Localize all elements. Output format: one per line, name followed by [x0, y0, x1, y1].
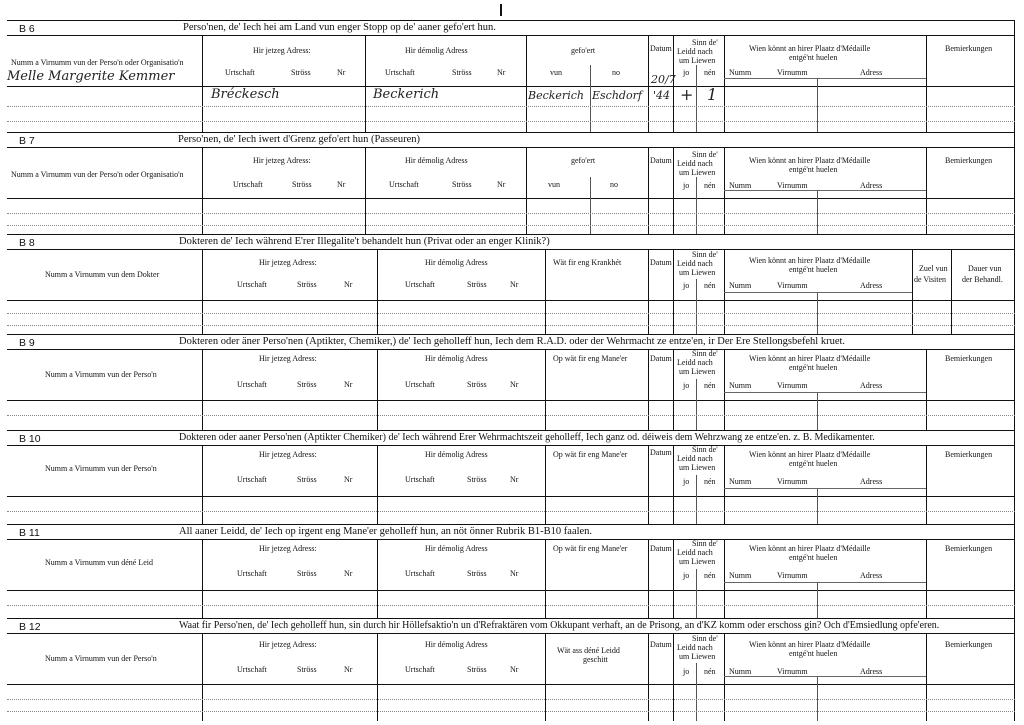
section-b6 — [7, 20, 1015, 133]
section-label: B 11 — [19, 527, 40, 539]
col-demolig-header: Hir démolig Adress — [425, 450, 488, 459]
col-opwat-header: Op wät fir eng Mane'er — [553, 354, 628, 363]
sub-stross: Ströss — [297, 280, 317, 289]
col-jetzeg-header: Hir jetzeg Adress: — [259, 354, 317, 363]
section-title: Waat fir Perso'nen, de' Iech geholleff hun, sin durch hir Höllefsaktio'n un d'Refraktären vom Okkupant verhaft, an de Prisong, an d'KZ komm oder erschoss gin? Och d'Emsiedlung opfe'eren. — [179, 620, 940, 631]
sub-urtschaft: Urtschaft — [237, 569, 267, 578]
col-bemierkungen-header: Bemierkungen — [945, 354, 993, 363]
sub-jo: jo — [683, 68, 690, 77]
handwritten-demolig-ort: Beckerich — [373, 87, 440, 102]
sub-stross: Ströss — [467, 475, 487, 484]
handwritten-name: Melle Margerite Kemmer — [7, 69, 175, 84]
col-jetzeg-header: Hir jetzeg Adress: — [253, 156, 311, 165]
sub-nr: Nr — [344, 475, 353, 484]
sub-virnumm: Virnumm — [777, 68, 808, 77]
sub-urtschaft: Urtschaft — [385, 68, 415, 77]
sub-nen: nén — [704, 571, 716, 580]
col-datum-header: Datum — [650, 156, 672, 165]
col-opwat-header: Op wät fir eng Mane'er — [553, 450, 628, 459]
sub-nr: Nr — [510, 569, 519, 578]
sub-nen: nén — [704, 281, 716, 290]
sub-nr: Nr — [510, 280, 519, 289]
col-visiten-header: de Visiten — [914, 275, 947, 284]
sub-urtschaft: Urtschaft — [237, 280, 267, 289]
sub-adress: Adress — [860, 281, 883, 290]
sub-stross: Ströss — [297, 380, 317, 389]
col-wien-header-2: entgé'nt huelen — [789, 459, 838, 468]
sub-jo: jo — [683, 281, 690, 290]
sub-nen: nén — [704, 477, 716, 486]
col-name-header: Numm a Virnumm vun dem Dokter — [45, 270, 160, 279]
col-umliewen-header: um Liewen — [679, 652, 716, 661]
sub-urtschaft: Urtschaft — [237, 380, 267, 389]
sub-vun: vun — [548, 180, 560, 189]
sub-urtschaft: Urtschaft — [405, 665, 435, 674]
col-name-header: Numm a Virnumm vun der Perso'n oder Organisatio'n — [11, 170, 184, 179]
sub-urtschaft: Urtschaft — [237, 475, 267, 484]
section-label: B 7 — [19, 135, 35, 147]
col-datum-header: Datum — [650, 544, 672, 553]
col-jetzeg-header: Hir jetzeg Adress: — [253, 46, 311, 55]
sub-virnumm: Virnumm — [777, 381, 808, 390]
sub-nr: Nr — [510, 380, 519, 389]
sub-virnumm: Virnumm — [777, 477, 808, 486]
sub-nen: nén — [704, 181, 716, 190]
col-umliewen-header: um Liewen — [679, 367, 716, 376]
col-gefoert-header: gefo'ert — [571, 156, 596, 165]
section-title: All aaner Leidd, de' Iech op irgent eng Mane'er geholleff hun, an nöt önner Rubrik B1-B10 faalen. — [179, 526, 593, 537]
sub-jo: jo — [683, 381, 690, 390]
sub-adress: Adress — [860, 571, 883, 580]
sub-no: no — [610, 180, 618, 189]
col-leidd-header: Leidd nach — [677, 643, 713, 652]
col-wien-header-2: entgé'nt huelen — [789, 649, 838, 658]
col-opwat-header: Op wät fir eng Mane'er — [553, 544, 628, 553]
section-title: Dokteren oder aaner Perso'nen (Aptikter Chemiker) de' Iech während Erer Wehrmachtszeit geholleff, Iech ganz od. déiweis dem Wehrzwang ze entze'en. z. B. Medikamenter. — [179, 432, 875, 443]
sub-urtschaft: Urtschaft — [225, 68, 255, 77]
section-label: B 6 — [19, 23, 35, 35]
section-b12 — [7, 618, 1015, 721]
col-leidd-header: Leidd nach — [677, 259, 713, 268]
col-name-header: Numm a Virnumm vun der Perso'n — [45, 464, 157, 473]
section-title: Dokteren de' Iech während E'rer Illegalite't behandelt hun (Privat oder an enger Klinik?) — [179, 236, 550, 247]
sub-virnumm: Virnumm — [777, 571, 808, 580]
col-umliewen-header: um Liewen — [679, 168, 716, 177]
sub-nr: Nr — [497, 180, 506, 189]
section-title: Perso'nen, de' Iech iwert d'Grenz gefo'ert hun (Passeuren) — [178, 134, 420, 145]
col-datum-header: Datum — [650, 640, 672, 649]
sub-nr: Nr — [337, 180, 346, 189]
section-b7 — [7, 132, 1015, 235]
col-demolig-header: Hir démolig Adress — [425, 354, 488, 363]
col-umliewen-header: um Liewen — [679, 463, 716, 472]
sub-stross: Ströss — [452, 180, 472, 189]
sub-numm: Numm — [729, 667, 752, 676]
col-bemierkungen-header: Bemierkungen — [945, 640, 993, 649]
col-leidd-header: Leidd nach — [677, 548, 713, 557]
sub-numm: Numm — [729, 571, 752, 580]
col-datum-header: Datum — [650, 44, 672, 53]
col-sinn-header: Sinn de' — [692, 349, 718, 358]
col-name-header: Numm a Virnumm vun déné Leid — [45, 558, 154, 567]
section-label: B 8 — [19, 237, 35, 249]
col-wien-header: Wien könnt an hirer Plaatz d'Médaille — [749, 354, 871, 363]
col-demolig-header: Hir démolig Adress — [425, 544, 488, 553]
col-sinn-header: Sinn de' — [692, 445, 718, 454]
sub-urtschaft: Urtschaft — [389, 180, 419, 189]
handwritten-nen-mark: 1 — [707, 85, 718, 104]
handwritten-vun: Beckerich — [528, 89, 584, 102]
col-sinn-header: Sinn de' — [692, 150, 718, 159]
col-jetzeg-header: Hir jetzeg Adress: — [259, 544, 317, 553]
sub-nr: Nr — [337, 68, 346, 77]
section-b9 — [7, 334, 1015, 431]
col-datum-header: Datum — [650, 258, 672, 267]
col-bemierkungen-header: Bemierkungen — [945, 544, 993, 553]
section-label: B 12 — [19, 621, 41, 633]
col-watass-header: Wät ass déné Leidd — [557, 646, 620, 655]
col-geschitt-header: geschitt — [583, 655, 608, 664]
sub-urtschaft: Urtschaft — [405, 380, 435, 389]
col-behandl-header: der Behandl. — [962, 275, 1003, 284]
col-bemierkungen-header: Bemierkungen — [945, 450, 993, 459]
sub-jo: jo — [683, 667, 690, 676]
col-sinn-header: Sinn de' — [692, 38, 718, 47]
col-bemierkungen-header: Bemierkungen — [945, 156, 993, 165]
handwritten-datum-bottom: '44 — [653, 89, 671, 102]
col-sinn-header: Sinn de' — [692, 634, 718, 643]
sub-numm: Numm — [729, 68, 752, 77]
top-tick-mark — [500, 4, 502, 16]
col-demolig-header: Hir démolig Adress — [425, 258, 488, 267]
col-name-header: Numm a Virnumm vun der Perso'n oder Organisatio'n — [11, 58, 184, 67]
col-umliewen-header: um Liewen — [679, 56, 716, 65]
sub-stross: Ströss — [297, 569, 317, 578]
sub-virnumm: Virnumm — [777, 281, 808, 290]
col-jetzeg-header: Hir jetzeg Adress: — [259, 450, 317, 459]
section-title: Dokteren oder äner Perso'nen (Aptikter, Chemiker,) de' Iech geholleff hun, Iech dem R.A.D. oder der Wehrmacht ze entze'en, ir Der Ere Stellongsbefehl kruet. — [179, 336, 846, 347]
col-leidd-header: Leidd nach — [677, 358, 713, 367]
sub-adress: Adress — [860, 667, 883, 676]
col-jetzeg-header: Hir jetzeg Adress: — [259, 640, 317, 649]
col-dauer-header: Dauer vun — [968, 264, 1002, 273]
section-label: B 9 — [19, 337, 35, 349]
col-bemierkungen-header: Bemierkungen — [945, 44, 993, 53]
sub-urtschaft: Urtschaft — [405, 475, 435, 484]
sub-stross: Ströss — [467, 569, 487, 578]
sub-urtschaft: Urtschaft — [237, 665, 267, 674]
col-wien-header: Wien könnt an hirer Plaatz d'Médaille — [749, 450, 871, 459]
handwritten-jetzeg-ort: Bréckesch — [211, 87, 280, 102]
section-b11 — [7, 524, 1015, 619]
sub-nen: nén — [704, 381, 716, 390]
col-sinn-header: Sinn de' — [692, 250, 718, 259]
section-label: B 10 — [19, 433, 41, 445]
col-demolig-header: Hir démolig Adress — [425, 640, 488, 649]
sub-numm: Numm — [729, 281, 752, 290]
col-demolig-header: Hir démolig Adress — [405, 156, 468, 165]
sub-stross: Ströss — [297, 665, 317, 674]
handwritten-no: Eschdorf — [592, 89, 642, 102]
sub-jo: jo — [683, 181, 690, 190]
sub-stross: Ströss — [467, 665, 487, 674]
sub-nen: nén — [704, 68, 716, 77]
col-wien-header-2: entgé'nt huelen — [789, 553, 838, 562]
sub-urtschaft: Urtschaft — [233, 180, 263, 189]
sub-adress: Adress — [860, 381, 883, 390]
sub-stross: Ströss — [467, 280, 487, 289]
col-wien-header: Wien könnt an hirer Plaatz d'Médaille — [749, 544, 871, 553]
sub-adress: Adress — [860, 477, 883, 486]
sub-stross: Ströss — [467, 380, 487, 389]
col-wien-header-2: entgé'nt huelen — [789, 53, 838, 62]
sub-stross: Ströss — [452, 68, 472, 77]
col-wien-header: Wien könnt an hirer Plaatz d'Médaille — [749, 640, 871, 649]
sub-stross: Ströss — [297, 475, 317, 484]
sub-no: no — [612, 68, 620, 77]
sub-numm: Numm — [729, 381, 752, 390]
col-zuel-header: Zuel vun — [919, 264, 948, 273]
sub-adress: Adress — [860, 181, 883, 190]
sub-nr: Nr — [510, 475, 519, 484]
col-gefoert-header: gefo'ert — [571, 46, 596, 55]
handwritten-jo-mark: + — [680, 85, 694, 104]
col-wien-header: Wien könnt an hirer Plaatz d'Médaille — [749, 44, 871, 53]
sub-nr: Nr — [510, 665, 519, 674]
sub-nr: Nr — [344, 569, 353, 578]
sub-nr: Nr — [344, 665, 353, 674]
section-b10 — [7, 430, 1015, 525]
sub-stross: Ströss — [291, 68, 311, 77]
sub-nen: nén — [704, 667, 716, 676]
sub-urtschaft: Urtschaft — [405, 569, 435, 578]
col-krankheet-header: Wät fir eng Krankhét — [553, 258, 622, 267]
sub-nr: Nr — [344, 280, 353, 289]
sub-jo: jo — [683, 477, 690, 486]
sub-nr: Nr — [497, 68, 506, 77]
col-datum-header: Datum — [650, 448, 672, 457]
col-datum-header: Datum — [650, 354, 672, 363]
col-jetzeg-header: Hir jetzeg Adress: — [259, 258, 317, 267]
sub-virnumm: Virnumm — [777, 181, 808, 190]
col-leidd-header: Leidd nach — [677, 47, 713, 56]
sub-numm: Numm — [729, 477, 752, 486]
col-name-header: Numm a Virnumm vun der Perso'n — [45, 654, 157, 663]
col-umliewen-header: um Liewen — [679, 268, 716, 277]
sub-urtschaft: Urtschaft — [405, 280, 435, 289]
col-demolig-header: Hir démolig Adress — [405, 46, 468, 55]
col-wien-header: Wien könnt an hirer Plaatz d'Médaille — [749, 256, 871, 265]
section-b8 — [7, 234, 1015, 335]
handwritten-datum-top: 20/7 — [651, 73, 676, 86]
col-wien-header-2: entgé'nt huelen — [789, 265, 838, 274]
sub-adress: Adress — [860, 68, 883, 77]
sub-stross: Ströss — [292, 180, 312, 189]
col-leidd-header: Leidd nach — [677, 159, 713, 168]
col-name-header: Numm a Virnumm vun der Perso'n — [45, 370, 157, 379]
col-wien-header: Wien könnt an hirer Plaatz d'Médaille — [749, 156, 871, 165]
col-wien-header-2: entgé'nt huelen — [789, 165, 838, 174]
col-umliewen-header: um Liewen — [679, 557, 716, 566]
col-wien-header-2: entgé'nt huelen — [789, 363, 838, 372]
col-leidd-header: Leidd nach — [677, 454, 713, 463]
sub-virnumm: Virnumm — [777, 667, 808, 676]
section-title: Perso'nen, de' Iech hei am Land vun enger Stopp op de' aaner gefo'ert hun. — [183, 22, 496, 33]
col-sinn-header: Sinn de' — [692, 539, 718, 548]
sub-nr: Nr — [344, 380, 353, 389]
sub-jo: jo — [683, 571, 690, 580]
sub-numm: Numm — [729, 181, 752, 190]
sub-vun: vun — [550, 68, 562, 77]
